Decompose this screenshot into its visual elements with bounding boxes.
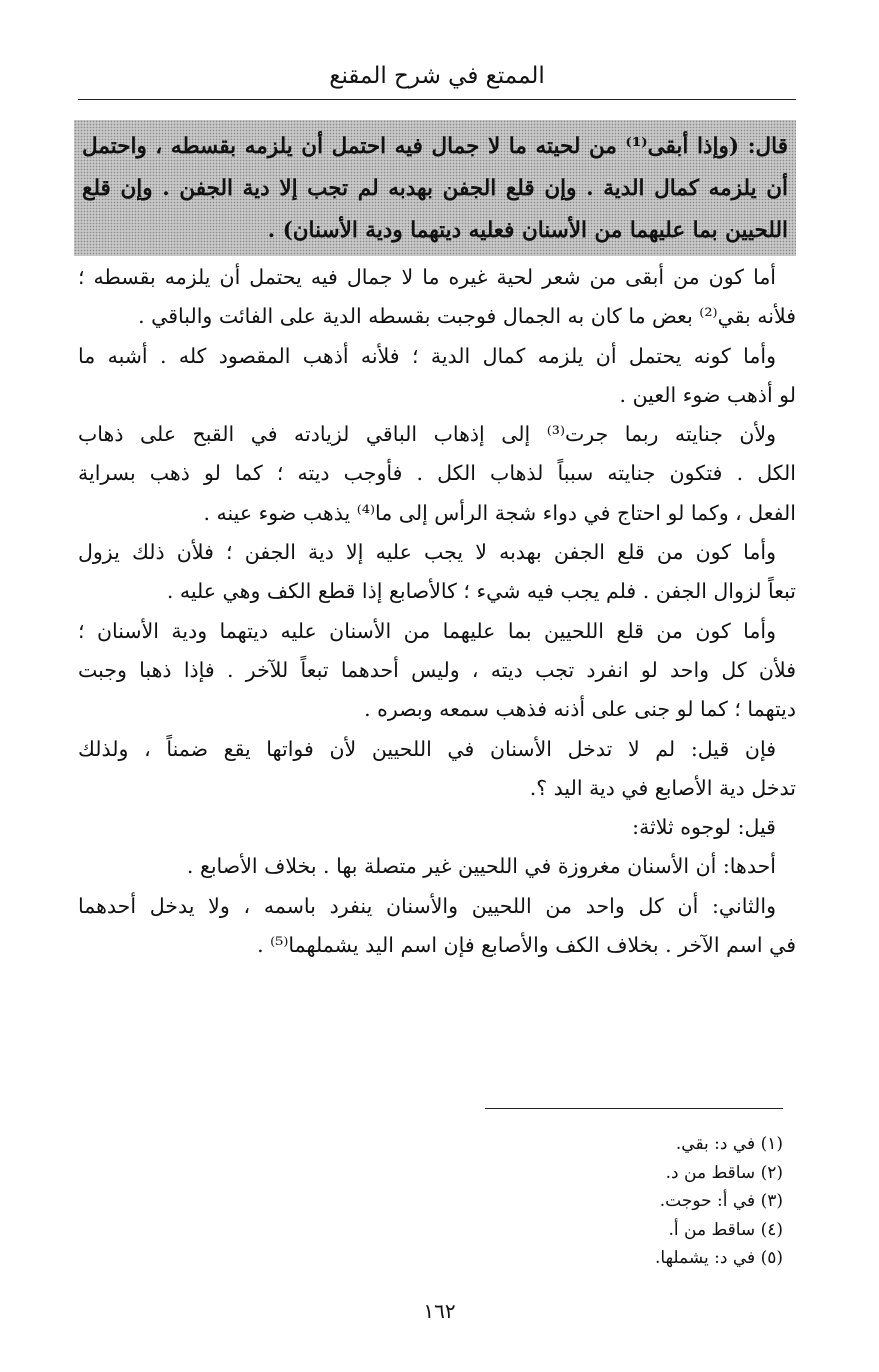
body-line: أما كون من أبقى من شعر لحية غيره ما لا جمال فيه يحتمل أن يلزمه بقسطه ؛ [78, 265, 776, 289]
body-line: وأما كونه يحتمل أن يلزمه كمال الدية ؛ فلأنه أذهب المقصود كله . أشبه ما [78, 343, 776, 368]
body-line: تبعاً لزوال الجفن . فلم يجب فيه شيء ؛ كالأصابع إذا قطع الكف وهي عليه . [166, 579, 796, 604]
body-line: أحدها: أن الأسنان مغروزة في اللحيين غير متصلة بها . بخلاف الأصابع . [186, 854, 776, 879]
body-line: في اسم الآخر . بخلاف الكف والأصابع فإن اسم اليد يشملهما⁽⁵⁾ . [257, 933, 796, 958]
body-line: والثاني: أن كل واحد من اللحيين والأسنان ينفرد باسمه ، ولا يدخل أحدهما [78, 893, 776, 918]
running-header: الممتع في شرح المقنع [329, 63, 545, 89]
body-line: فلأنه بقي⁽²⁾ بعض ما كان به الجمال فوجبت بقسطه الدية على الفائت والباقي . [138, 304, 796, 329]
footnote: (٣) في أ: حوجت. [659, 1191, 783, 1212]
body-line: تدخل دية الأصابع في دية اليد ؟. [529, 775, 796, 800]
matn-quote-block [74, 120, 796, 256]
footnote: (٢) ساقط من د. [665, 1162, 783, 1183]
quote-line: اللحيين بما عليهما من الأسنان فعليه ديتهما ودية الأسنان) . [267, 218, 788, 243]
page-number: ١٦٢ [423, 1299, 456, 1323]
footnote: (٤) ساقط من أ. [668, 1219, 783, 1240]
quote-line: قال: (وإذا أبقى⁽¹⁾ من لحيته ما لا جمال فيه احتمل أن يلزمه بقسطه ، واحتمل [82, 134, 788, 159]
body-line: قيل: لوجوه ثلاثة: [632, 815, 776, 840]
quote-line: أن يلزمه كمال الدية . وإن قلع الجفن بهدبه لم تجب إلا دية الجفن . وإن قلع [82, 176, 788, 201]
commentary-body [78, 258, 796, 965]
footnotes [483, 1130, 783, 1273]
header-divider [78, 99, 796, 100]
body-line: وأما كون من قلع الجفن بهدبه لا يجب عليه إلا دية الجفن ؛ فلأن ذلك يزول [78, 540, 776, 565]
body-line: فإن قيل: لم لا تدخل الأسنان في اللحيين لأن فواتها يقع ضمناً ، ولذلك [78, 736, 776, 761]
footnote: (١) في د: بقي. [675, 1134, 783, 1154]
body-line: فلأن كل واحد لو انفرد تجب ديته ، وليس أحدهما تبعاً للآخر . فإذا ذهبا وجبت [78, 657, 796, 682]
body-line: ديتهما ؛ كما لو جنى على أذنه فذهب سمعه وبصره . [364, 697, 796, 722]
body-line: الكل . فتكون جنايته سبباً لذهاب الكل . فأوجب ديته ؛ كما لو ذهب بسراية [78, 461, 796, 486]
body-line: لو أذهب ضوء العين . [619, 382, 796, 407]
body-line: الفعل ، وكما لو احتاج في دواء شجة الرأس إلى ما⁽⁴⁾ يذهب ضوء عينه . [203, 500, 796, 525]
footnote: (٥) في د: يشملها. [655, 1248, 783, 1269]
body-line: وأما كون من قلع اللحيين بما عليهما من الأسنان عليه ديتهما ودية الأسنان ؛ [78, 618, 776, 643]
footnote-divider [485, 1108, 783, 1109]
body-line: ولأن جنايته ربما جرت⁽³⁾ إلى إذهاب الباقي لزيادته في القبح على ذهاب [78, 422, 776, 447]
